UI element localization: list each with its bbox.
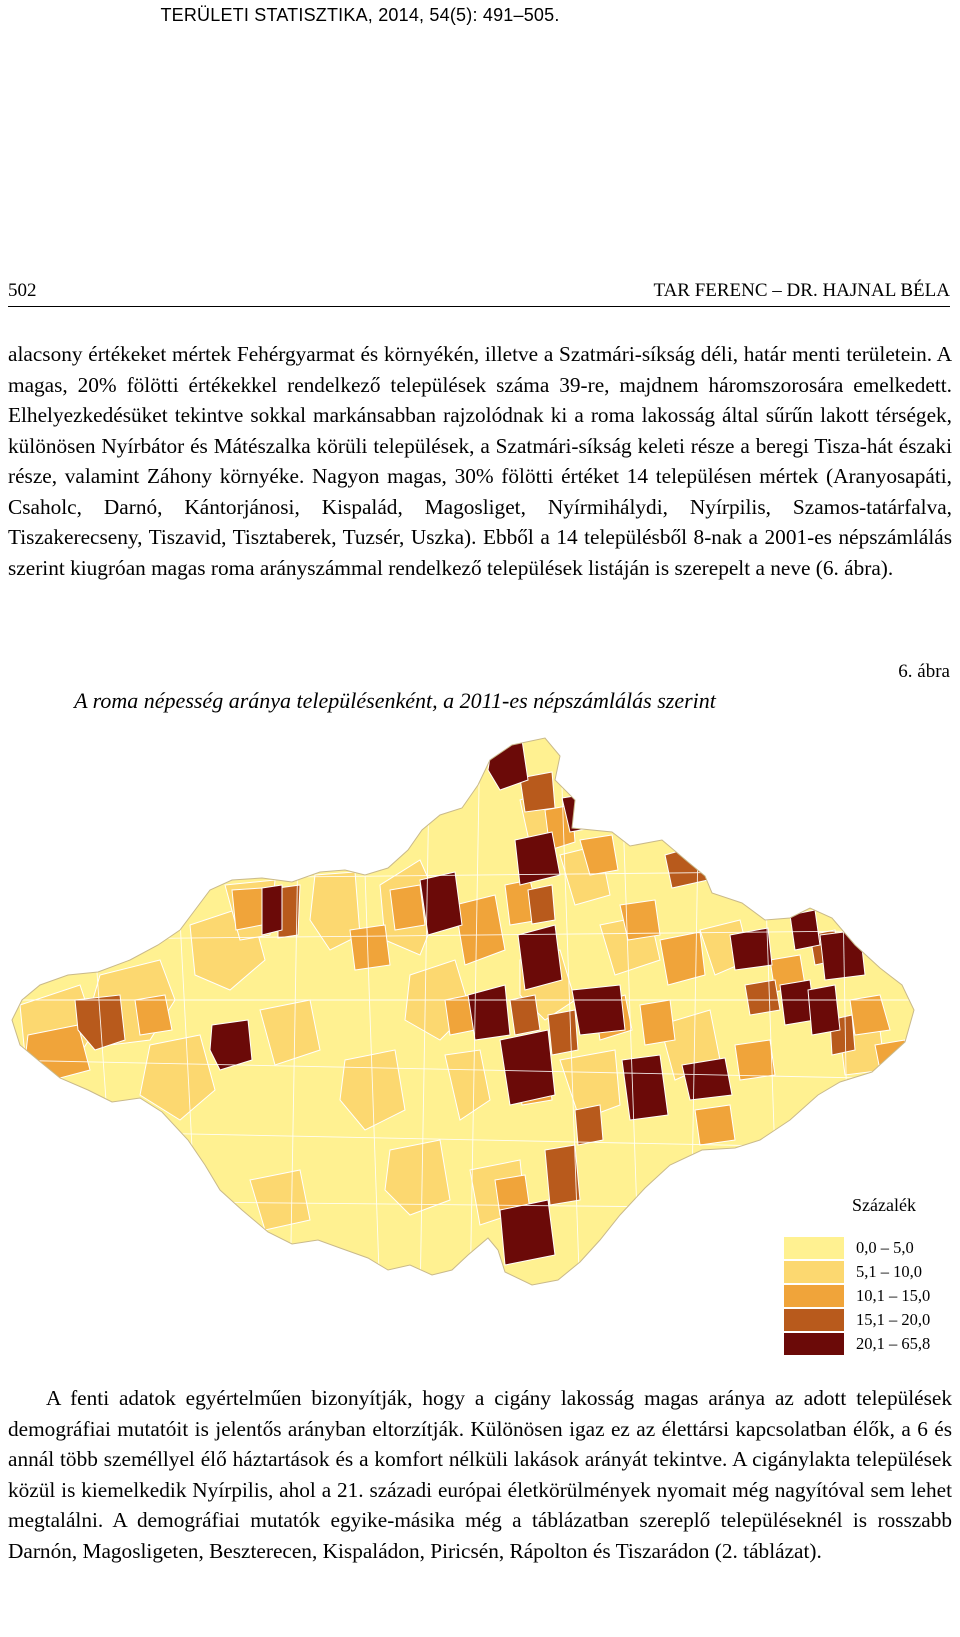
legend-swatch: [784, 1285, 844, 1307]
author-line: TAR FERENC – DR. HAJNAL BÉLA: [653, 280, 950, 301]
legend-title: Százalék: [852, 1195, 916, 1215]
legend-swatch: [784, 1333, 844, 1355]
legend-label: 0,0 – 5,0: [856, 1238, 914, 1257]
legend-label: 20,1 – 65,8: [856, 1334, 931, 1353]
choropleth-map: [0, 730, 960, 1310]
running-head: TERÜLETI STATISZTIKA, 2014, 54(5): 491–505.: [160, 5, 560, 25]
legend-swatch: [784, 1309, 844, 1331]
page-header: [8, 280, 950, 307]
legend-label: 10,1 – 15,0: [856, 1286, 931, 1305]
body-paragraph-1: alacsony értékeket mértek Fehérgyarmat és környékén, illetve a Szatmári-síkság déli, határ menti területein. A magas, 20% fölötti értékekkel rendelkező települések száma 39-re, majdnem háromszorosára emelkedett. Elhelyezkedésüket tekintve sokkal markánsabban rajzolódnak ki a roma lakosság által sűrűn lakott térségek, különösen Nyírbátor és Mátészalka körüli települések, a Szatmári-síkság keleti része a beregi Tisza-hát északi része, valamint Záhony környéke. Nagyon magas, 30% fölötti értéket 14 településen mértek (Aranyosapáti, Csaholc, Darnó, Kántorjánosi, Kispalád, Magosliget, Nyírmihálydi, Nyírpilis, Szamos-tatárfalva, Tiszakerecseny, Tiszavid, Tisztaberek, Tuzsér, Uszka). Ebből a 14 településből 8-nak a 2001-es népszámlálás szerint kiugróan magas roma arányszámmal rendelkező települések listáján is szerepelt a neve (6. ábra).: [8, 342, 952, 580]
legend-swatch: [784, 1261, 844, 1283]
figure-title: A roma népesség aránya településenként, a 2011-es népszámlálás szerint: [74, 688, 716, 713]
legend-label: 15,1 – 20,0: [856, 1310, 931, 1329]
page-number: 502: [8, 280, 37, 301]
figure-number: 6. ábra: [898, 661, 950, 682]
legend-label: 5,1 – 10,0: [856, 1262, 922, 1281]
map-areas: [0, 730, 960, 1310]
legend-swatch: [784, 1237, 844, 1259]
body-paragraph-2: A fenti adatok egyértelműen bizonyítják, hogy a cigány lakosság magas aránya az adott települések demográfiai mutatóit is jelentős arányban eltorzítják. Különösen igaz ez az élettársi kapcsolatban élők, a 6 és annál több személlyel élő háztartások és a komfort nélküli lakások arányát tekintve. A cigánylakta települések közül is kiemelkedik Nyírpilis, ahol a 21. századi európai életkörülmények nyomait még nagyítóval sem lehet megtalálni. A demográfiai mutatók egyike-másika még a táblázatban szereplő településeknél is rosszabb Darnón, Magosligeten, Beszterecen, Kispaládon, Piricsén, Rápolton és Tiszarádon (2. táblázat).: [8, 1386, 952, 1563]
